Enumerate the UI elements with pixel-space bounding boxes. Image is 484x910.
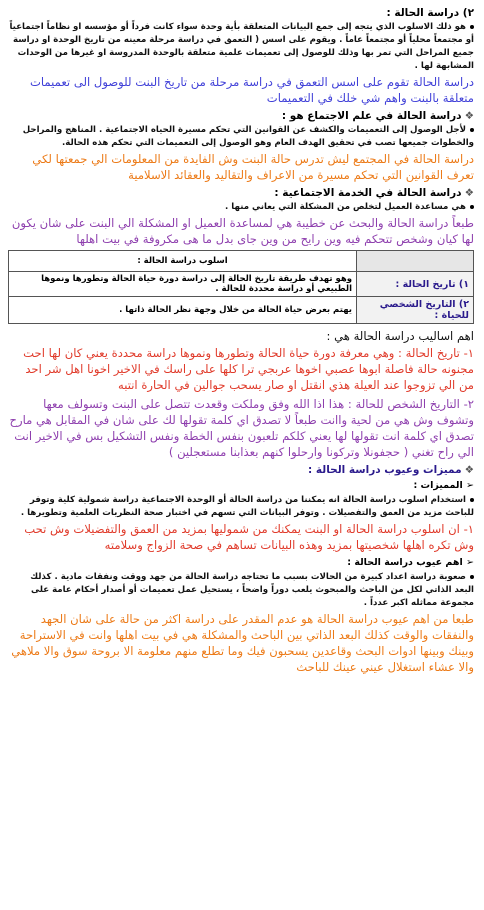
table-row-text: وهو تهدف طريقة تاريخ الحالة إلى دراسة دورة حياة الحالة وتطورها ونموها الطبيعي أو دراسة محددة للحالة . bbox=[9, 272, 357, 297]
methods-table bbox=[8, 250, 474, 324]
diamond-bullet-icon: ❖ bbox=[464, 187, 474, 199]
handwritten-note-red-2: ١- ان اسلوب دراسة الحالة او البنت يمكنك من شموليها بمزيد من العمق والتفضيلات وش تحب وش تكره اهلها شخصيتها بمزيد وهذه البيانات تساهم في صحة الزواج وسلامته bbox=[24, 522, 474, 552]
table-header: اسلوب دراسة الحالة : bbox=[9, 251, 357, 272]
sociology-paragraph: لأجل الوصول إلى التعميمات والكشف عن القوانين التي تحكم مسيرة الحياه الاجتماعية . المناهج والمراحل والخطوات جميعها تصب في تحقيق الهدف العام وهو الوصول إلى التعميمات التي تحكم هذه الحالة. bbox=[22, 125, 474, 148]
pros-cons-heading: ❖مميزات وعيوب دراسة الحالة : bbox=[308, 464, 474, 476]
table-row-label: ١) تاريخ الحالة : bbox=[357, 272, 474, 297]
diamond-bullet-icon: ❖ bbox=[464, 110, 474, 122]
table-left-header-cell bbox=[357, 251, 474, 272]
bullet-icon bbox=[470, 498, 474, 502]
diamond-bullet-icon: ❖ bbox=[464, 464, 474, 476]
table-row bbox=[9, 297, 474, 324]
social-service-heading: ❖دراسة الحالة في الخدمة الاجتماعية : bbox=[274, 187, 474, 199]
definition-paragraph: هو ذلك الاسلوب الذي يتجه إلى جمع البيانات المتعلقة بأية وحدة سواء كانت فرداً أو مؤسسه او نظاماً اجتماعياً أو مجتمعاً محلياً أو مجتمعاً عاماً . ويقوم على اسس ( التعمق في دراسة مرحلة معينه من تاريخ الوحدة او دراسة جميع المراحل التي تمر بها وذلك للوصول إلى تعميمات علمية متعلقة بالوحدة المدروسة او غيرها من الوحدات المشابهة لها . bbox=[9, 22, 474, 71]
handwritten-note-purple-2: ٢- التاريخ الشخص للحالة : هذا اذا الله وفق وملكت وقعدت تتصل على البنت وتسولف معها وتشوف وش هي من لحية واانت طبعاً لا تصدق اي كلمة تقولها لك على شان في المقابل هي مارح تصدق اي كلمة انت تقولها لها يعني كلكم تلعبون بنفس الخطة ونفس التشكيل بس في الاخير انت الي راح تغني ( حجفونلا وتركونا وارحلوا كنهم بعذابنا مستعجلين ) bbox=[9, 397, 474, 459]
bullet-icon bbox=[470, 575, 474, 579]
pros-heading: ➢ المميزات : bbox=[413, 480, 474, 491]
check-arrow-icon: ➢ bbox=[462, 557, 474, 568]
section-heading: ٢) دراسة الحالة : bbox=[386, 7, 474, 19]
handwritten-note-purple: طبعاً دراسة الحالة والبحث عن خطيبة هي لمساعدة العميل او المشكلة الي البنت على شان يكون لها كيان وشخص تتحكم فيه وين رايح من وين جاى بدل ما هى مكروفة في بيت اهلها bbox=[11, 216, 474, 246]
check-arrow-icon: ➢ bbox=[462, 480, 474, 491]
table-row-label: ٢) التاريخ الشخصي للحياة : bbox=[357, 297, 474, 324]
table-row bbox=[9, 272, 474, 297]
social-service-paragraph: هي مساعدة العميل لتخلص من المشكلة التي يعاني منها . bbox=[8, 201, 474, 214]
handwritten-note-orange: دراسة الحالة في المجتمع ليش تدرس حالة البنت وش الفايدة من المعلومات الي جمعتها لكي تعرف القوانين التي تحكم مسيرة من الاعراف والتقاليد والعقائد الاسلامية bbox=[32, 152, 474, 182]
cons-heading: ➢ اهم عيوب دراسة الحالة : bbox=[347, 557, 474, 568]
handwritten-note-orange-2: طبعا من اهم عيوب دراسة الحالة هو عدم المقدر على دراسة اكثر من حالة على شان الجهد والنفقات والوقت كذلك البعد الذاتي بين الباحث والمشكلة هي في بيت اهلها وانت في الاستراحة وبينك وبينها ادوات البحث وقاعدين يسحبون فيك وما تطلع منهم معلومة الا بروحة سوق والا ملاهي والا عشاء استغلال عيني عينك للباحث bbox=[11, 612, 474, 674]
table-row-text: يهتم بعرض حياة الحالة من خلال وجهة نظر الحالة ذاتها . bbox=[9, 297, 357, 324]
bullet-icon bbox=[470, 128, 474, 132]
handwritten-note-blue: دراسة الحالة تقوم على اسس التعمق في دراسة مرحلة من تاريخ البنت للوصول الى تعميمات متعلقة بالبنت واهم شي خلك في التعميمات bbox=[29, 75, 474, 105]
bullet-icon bbox=[470, 25, 474, 29]
cons-paragraph: صعوبة دراسة اعداد كبيرة من الحالات بسبب ما تحتاجه دراسة الحالة من جهد ووقت ونفقات مادية . كذلك البعد الذاتي لكل من الباحث والمبحوث يلعب دوراً واضحاً ، يستحيل عمل تعميمات أو أصدار أحكام عامة على مجموعة مماثله اكبر عدداً . bbox=[30, 572, 474, 608]
pros-paragraph: استخدام اسلوب دراسة الحالة انه يمكننا من دراسة الحالة أو الوحدة الاجتماعية دراسة شمولية كلية وتوفر للباحث مزيد من العمق والتفصيلات . وتوفر البيانات التي تسهم في اختبار صحة النظريات العلمية وتطويرها . bbox=[20, 495, 474, 518]
handwritten-note-red: ١- تاريخ الحالة : وهي معرفة دورة حياة الحالة وتطورها ونموها دراسة محددة يعني كان لها احت مجنونه حالة فاصلة ابوها عصبي اخوها عربجي ترا كلها على راسك في الاخير اخونا اهل شر احد من الي تزوجوا عند العيلة هذي انقتل او صار يسحب جوالين في الحارة انتبه bbox=[23, 346, 474, 392]
sociology-heading: ❖دراسة الحالة في علم الاجتماع هو : bbox=[281, 110, 474, 122]
methods-heading: اهم اساليب دراسة الحالة هي : bbox=[326, 329, 474, 343]
bullet-icon bbox=[470, 205, 474, 209]
